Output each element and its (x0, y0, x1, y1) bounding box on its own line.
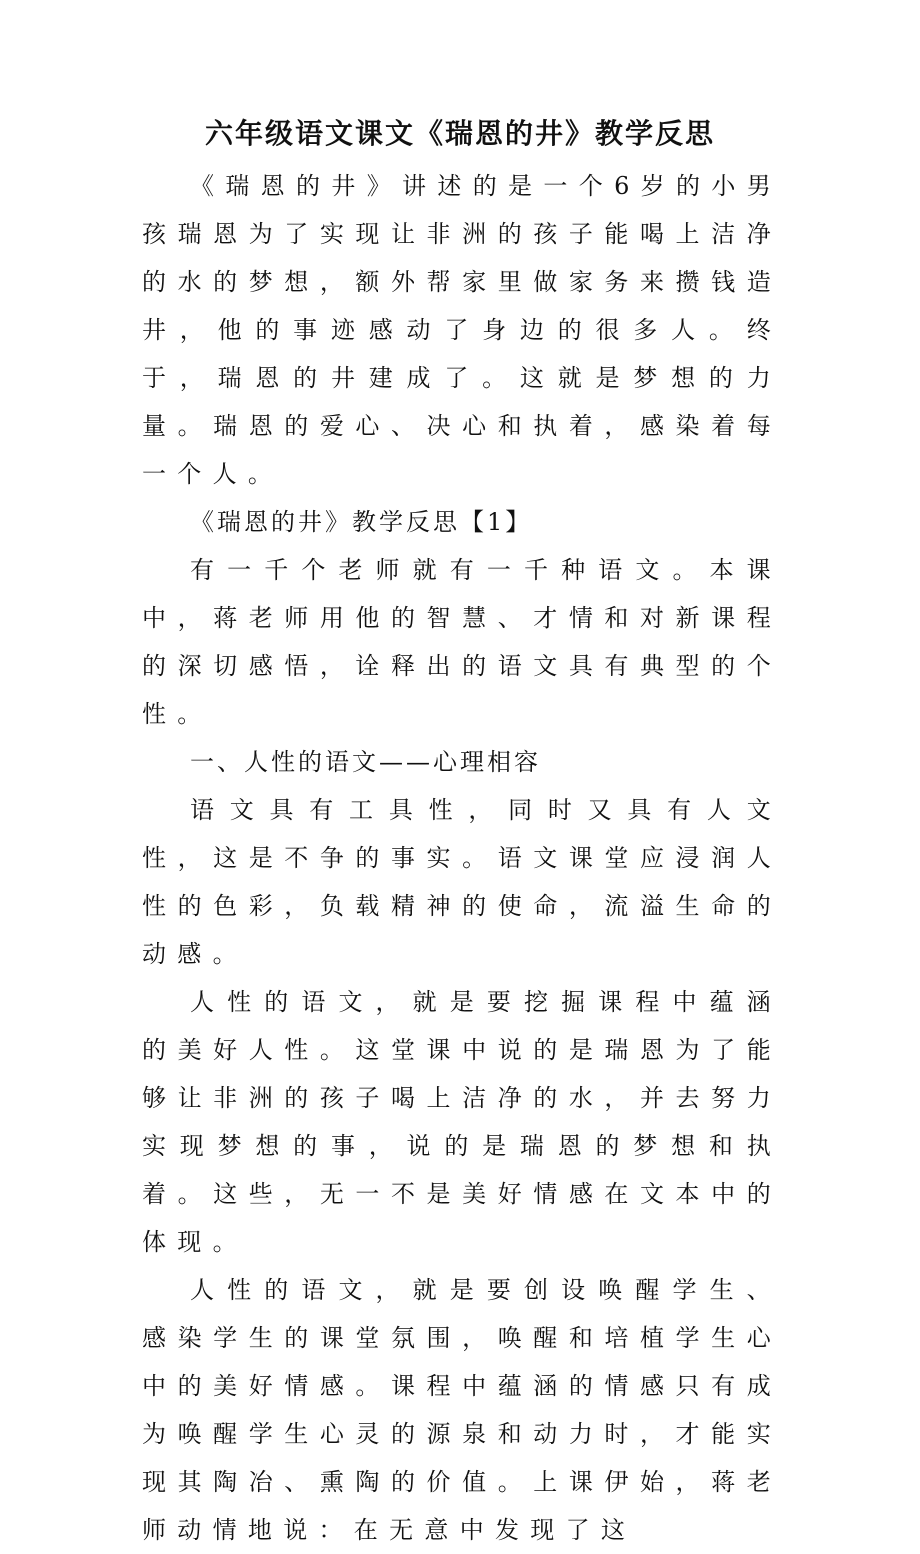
paragraph: 有一千个老师就有一千种语文。本课中，蒋老师用他的智慧、才情和对新课程的深切感悟，诠释出的语文具有典型的个性。 (142, 556, 782, 728)
section-heading-humanity: 一、人性的语文——心理相容 (190, 748, 541, 776)
paragraph: 人性的语文，就是要挖掘课程中蕴涵的美好人性。这堂课中说的是瑞恩为了能够让非洲的孩子喝上洁净的水，并去努力实现梦想的事，说的是瑞恩的梦想和执着。这些，无一不是美好情感在文本中的体现。 (142, 988, 782, 1256)
document-body (142, 162, 782, 1554)
document-title: 六年级语文课文《瑞恩的井》教学反思 (204, 117, 715, 150)
paragraph: 语文具有工具性，同时又具有人文性，这是不争的事实。语文课堂应浸润人性的色彩，负载精神的使命，流溢生命的动感。 (142, 796, 782, 968)
paragraph: 人性的语文，就是要创设唤醒学生、感染学生的课堂氛围，唤醒和培植学生心中的美好情感。课程中蕴涵的情感只有成为唤醒学生心灵的源泉和动力时，才能实现其陶冶、熏陶的价值。上课伊始，蒋老师动情地说：在无意中发现了这 (142, 1276, 782, 1544)
section-heading-reflection-1: 《瑞恩的井》教学反思【1】 (190, 508, 533, 536)
intro-paragraph: 《瑞恩的井》讲述的是一个6岁的小男孩瑞恩为了实现让非洲的孩子能喝上洁净的水的梦想，额外帮家里做家务来攒钱造井，他的事迹感动了身边的很多人。终于，瑞恩的井建成了。这就是梦想的力量。瑞恩的爱心、决心和执着，感染着每一个人。 (142, 172, 782, 488)
